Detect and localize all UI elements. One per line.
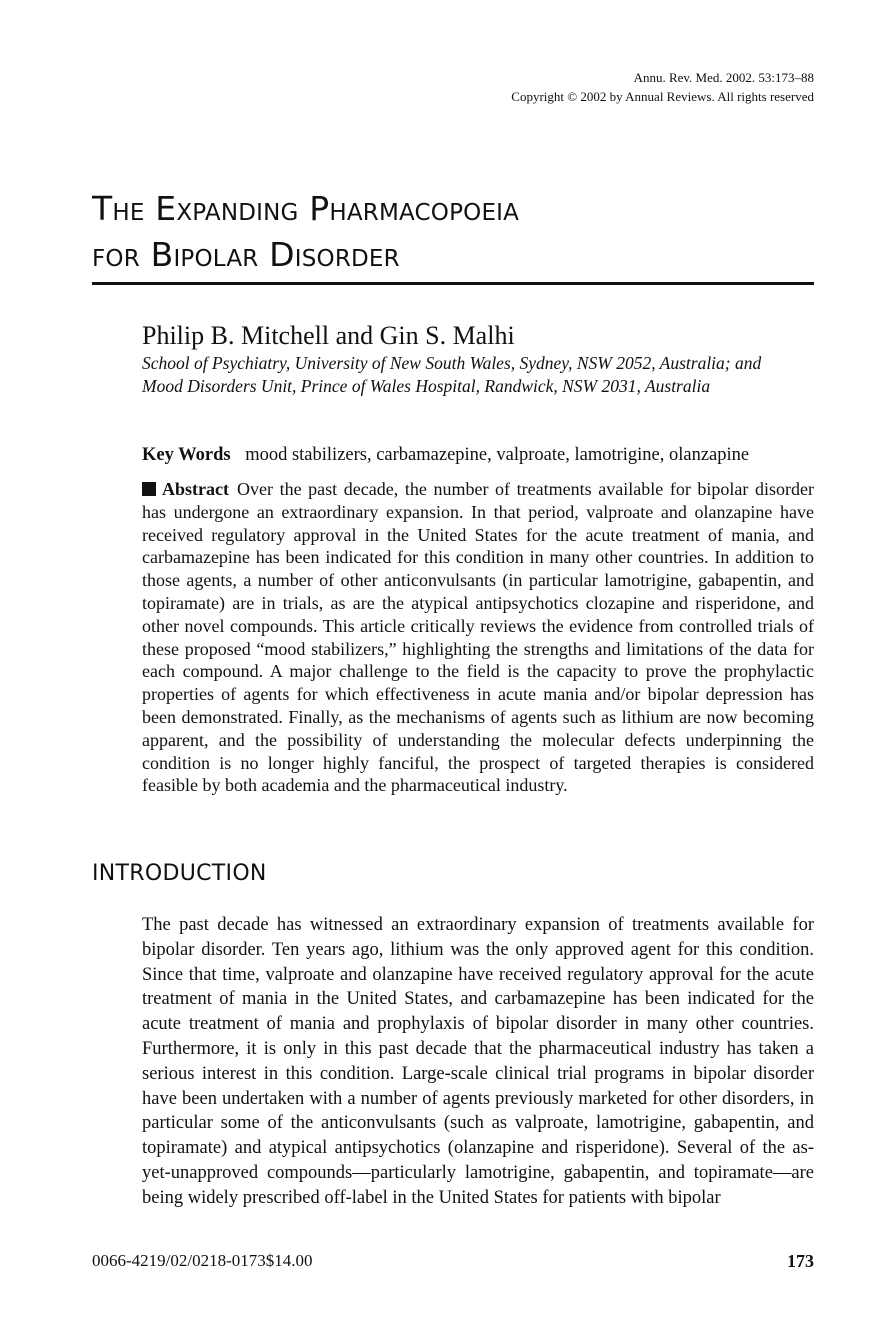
title-line-1: The Expanding Pharmacopoeia xyxy=(92,189,520,228)
copyright-notice: Copyright © 2002 by Annual Reviews. All rights reserved xyxy=(511,89,814,104)
key-words-list: mood stabilizers, carbamazepine, valproate, lamotrigine, olanzapine xyxy=(245,445,750,465)
affiliation-line-2: Mood Disorders Unit, Prince of Wales Hospital, Randwick, NSW 2031, Australia xyxy=(142,376,711,396)
introduction-paragraph: The past decade has witnessed an extraordinary expansion of treatments available for bipolar disorder. Ten years ago, lithium was the only approved agent for this condition. Since that time, valproate and olanzapine have received regulatory approval for the acute treatment of mania in the United States, and carbamazepine has been indicated for the acute treatment of mania and prophylaxis of bipolar disorder in many other countries. Furthermore, it is only in this past decade that the pharmaceutical industry has taken a serious interest in this condition. Large-scale clinical trial programs in bipolar disorder have been undertaken with a number of agents previously marketed for other disorders, in particular some of the anticonvulsants (such as valproate, lamotrigine, gabapentin, and topiramate) and atypical antipsychotics (olanzapine and risperidone). Several of the as-yet-unapproved compounds—particularly lamotrigine, gabapentin, and topiramate—are being widely prescribed off-label in the United States for patients with bipolar xyxy=(142,915,814,1208)
journal-citation: Annu. Rev. Med. 2002. 53:173–88 xyxy=(633,70,814,85)
article-title xyxy=(92,186,814,278)
journal-reference xyxy=(511,68,814,106)
section-heading-introduction: INTRODUCTION xyxy=(92,861,267,886)
key-words-label: Key Words xyxy=(142,445,231,465)
black-square-icon xyxy=(142,482,156,496)
publication-code: 0066-4219/02/0218-0173$14.00 xyxy=(92,1251,313,1270)
abstract-label: Abstract xyxy=(162,479,229,499)
title-line-2: for Bipolar Disorder xyxy=(92,235,400,274)
abstract xyxy=(142,478,814,797)
key-words xyxy=(142,443,814,467)
page-number: 173 xyxy=(787,1251,814,1271)
title-divider xyxy=(92,282,814,285)
affiliation-line-1: School of Psychiatry, University of New South Wales, Sydney, NSW 2052, Australia; and xyxy=(142,353,762,373)
abstract-text: Over the past decade, the number of treatments available for bipolar disorder has undergone an extraordinary expansion. In that period, valproate and olanzapine have received regulatory approval in the United States for the acute treatment of mania, and carbamazepine has been indicated for this condition in many other countries. In addition to those agents, a number of other anticonvulsants (in particular lamotrigine, gabapentin, and topiramate) are in trials, as are the atypical antipsychotics clozapine and risperidone, and other novel compounds. This article critically reviews the evidence from controlled trials of these proposed “mood stabilizers,” highlighting the strengths and limitations of the data for each compound. A major challenge to the field is the capacity to prove the prophylactic properties of agents for which effectiveness in acute mania and/or bipolar depression has been demonstrated. Finally, as the mechanisms of agents such as lithium are now becoming apparent, and the possibility of understanding the molecular defects underpinning the condition is no longer highly fanciful, the prospect of targeted therapies is considered feasible by both academia and the pharmaceutical industry. xyxy=(142,479,814,796)
author-affiliation xyxy=(142,352,814,398)
author-names: Philip B. Mitchell and Gin S. Malhi xyxy=(142,321,515,350)
